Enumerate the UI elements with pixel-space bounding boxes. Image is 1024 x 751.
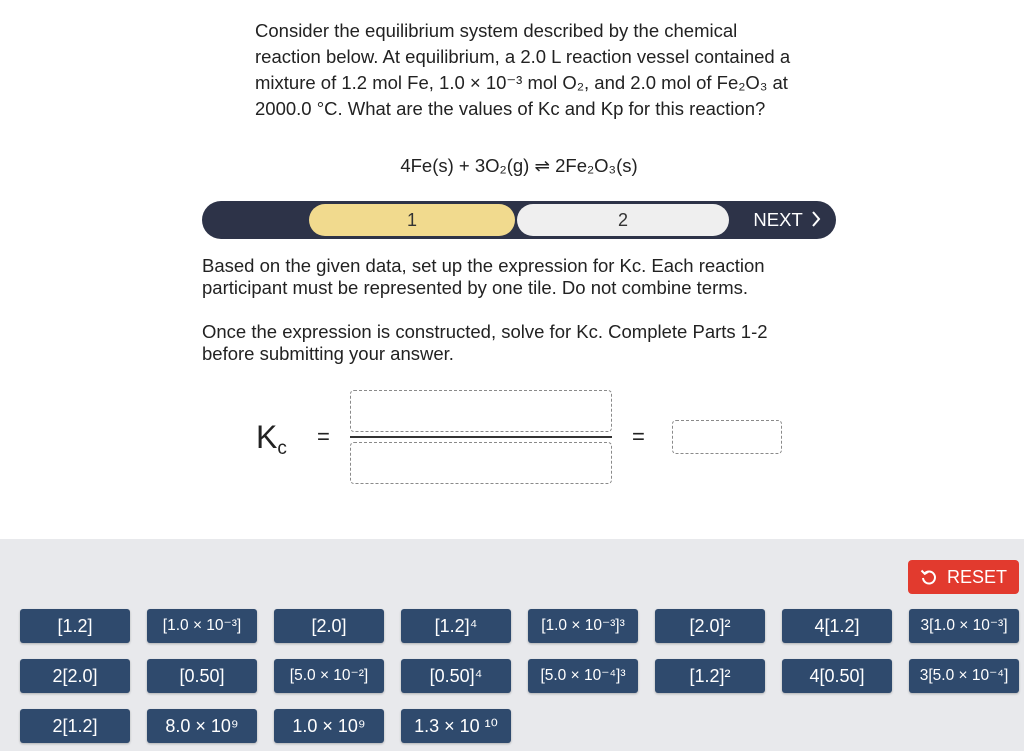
- answer-tile[interactable]: [1.2]²: [655, 659, 765, 693]
- answer-tile[interactable]: 2[1.2]: [20, 709, 130, 743]
- instruction-setup: Based on the given data, set up the expression for Kc. Each reaction participant must be represented by one tile. Do not combine terms.: [202, 255, 765, 298]
- answer-tile[interactable]: [1.0 × 10⁻³]³: [528, 609, 638, 643]
- fraction-bar: [350, 436, 612, 438]
- answer-tile[interactable]: [1.2]⁴: [401, 609, 511, 643]
- denominator-dropzone[interactable]: [350, 442, 612, 484]
- answer-tile[interactable]: [5.0 × 10⁻²]: [274, 659, 384, 693]
- answer-tile[interactable]: [1.0 × 10⁻³]: [147, 609, 257, 643]
- answer-tile[interactable]: [2.0]: [274, 609, 384, 643]
- reset-button[interactable]: [908, 560, 1019, 594]
- answer-tile[interactable]: [1.2]: [20, 609, 130, 643]
- reset-label: RESET: [947, 567, 1008, 587]
- answer-tile[interactable]: 1.3 × 10 ¹⁰: [401, 709, 511, 743]
- answer-tile[interactable]: 3[5.0 × 10⁻⁴]: [909, 659, 1019, 693]
- chevron-right-icon: [811, 211, 821, 227]
- question-text: Consider the equilibrium system described by the chemical reaction below. At equilibrium, a 2.0 L reaction vessel contained a mixture of 1.2 mol Fe, 1.0 × 10⁻³ mol O₂, and 2.0 mol of Fe₂O₃ at 2000.0 °C. What are the values of Kc and Kp for this reaction?: [255, 20, 791, 119]
- answer-tile[interactable]: [2.0]²: [655, 609, 765, 643]
- answer-tile[interactable]: 8.0 × 10⁹: [147, 709, 257, 743]
- equals-sign: =: [317, 424, 330, 449]
- numerator-dropzone[interactable]: [350, 390, 612, 432]
- answer-tile[interactable]: [0.50]⁴: [401, 659, 511, 693]
- equals-sign: =: [632, 424, 645, 449]
- answer-tile[interactable]: 1.0 × 10⁹: [274, 709, 384, 743]
- next-label: NEXT: [753, 209, 803, 230]
- step-2-tab[interactable]: 2: [517, 204, 729, 236]
- answer-tile[interactable]: [0.50]: [147, 659, 257, 693]
- reset-icon: [920, 568, 938, 586]
- answer-tile[interactable]: 4[0.50]: [782, 659, 892, 693]
- next-button[interactable]: [738, 201, 836, 239]
- answer-tile[interactable]: [5.0 × 10⁻⁴]³: [528, 659, 638, 693]
- step-1-tab[interactable]: 1: [309, 204, 515, 236]
- answer-tile[interactable]: 2[2.0]: [20, 659, 130, 693]
- instruction-solve: Once the expression is constructed, solve for Kc. Complete Parts 1-2 before submitting your answer.: [202, 321, 768, 364]
- part-stepper: [202, 201, 836, 239]
- answer-tile[interactable]: 4[1.2]: [782, 609, 892, 643]
- answer-dropzone[interactable]: [672, 420, 782, 454]
- chemical-equation: 4Fe(s) + 3O₂(g) ⇌ 2Fe₂O₃(s): [400, 155, 638, 176]
- kc-symbol: $K_c$: [256, 419, 287, 459]
- answer-tile[interactable]: 3[1.0 × 10⁻³]: [909, 609, 1019, 643]
